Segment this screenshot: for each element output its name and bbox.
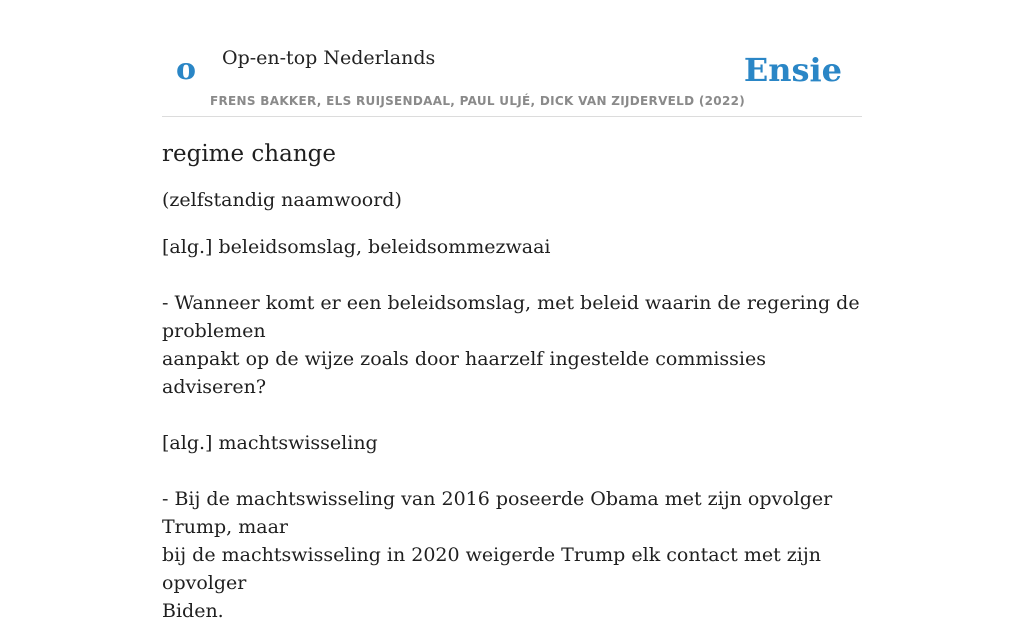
sense-2-definition: [alg.] machtswisseling (162, 432, 378, 454)
entry-card (162, 0, 866, 622)
dictionary-header (162, 0, 862, 117)
dictionary-title[interactable]: Op-en-top Nederlands (222, 47, 436, 69)
spacer (162, 261, 862, 289)
sense-2-example-line: - Bij de machtswisseling van 2016 poseerde Obama met zijn opvolger Trump, maar (162, 488, 839, 538)
dictionary-letter-badge: o (176, 52, 197, 87)
sense-2-example-line: Biden. (162, 600, 224, 622)
dictionary-authors: FRENS BAKKER, ELS RUIJSENDAAL, PAUL ULJÉ, DICK VAN ZIJDERVELD (2022) (210, 94, 746, 108)
brand-logo[interactable]: Ensie (743, 51, 842, 89)
entry-content (162, 134, 866, 625)
sense-1-example-line: - Wanneer komt er een beleidsomslag, met beleid waarin de regering de problemen (162, 292, 866, 342)
spacer (162, 401, 862, 429)
sense-1-definition: [alg.] beleidsomslag, beleidsommezwaai (162, 236, 551, 258)
spacer (162, 457, 862, 485)
sense-2 (162, 429, 862, 625)
headword: regime change (162, 141, 336, 167)
part-of-speech: (zelfstandig naamwoord) (162, 189, 402, 211)
sense-2-example-line: bij de machtswisseling in 2020 weigerde Trump elk contact met zijn opvolger (162, 544, 828, 594)
sense-1-example-line: aanpakt op de wijze zoals door haarzelf ingestelde commissies adviseren? (162, 348, 773, 398)
sense-1 (162, 233, 866, 429)
